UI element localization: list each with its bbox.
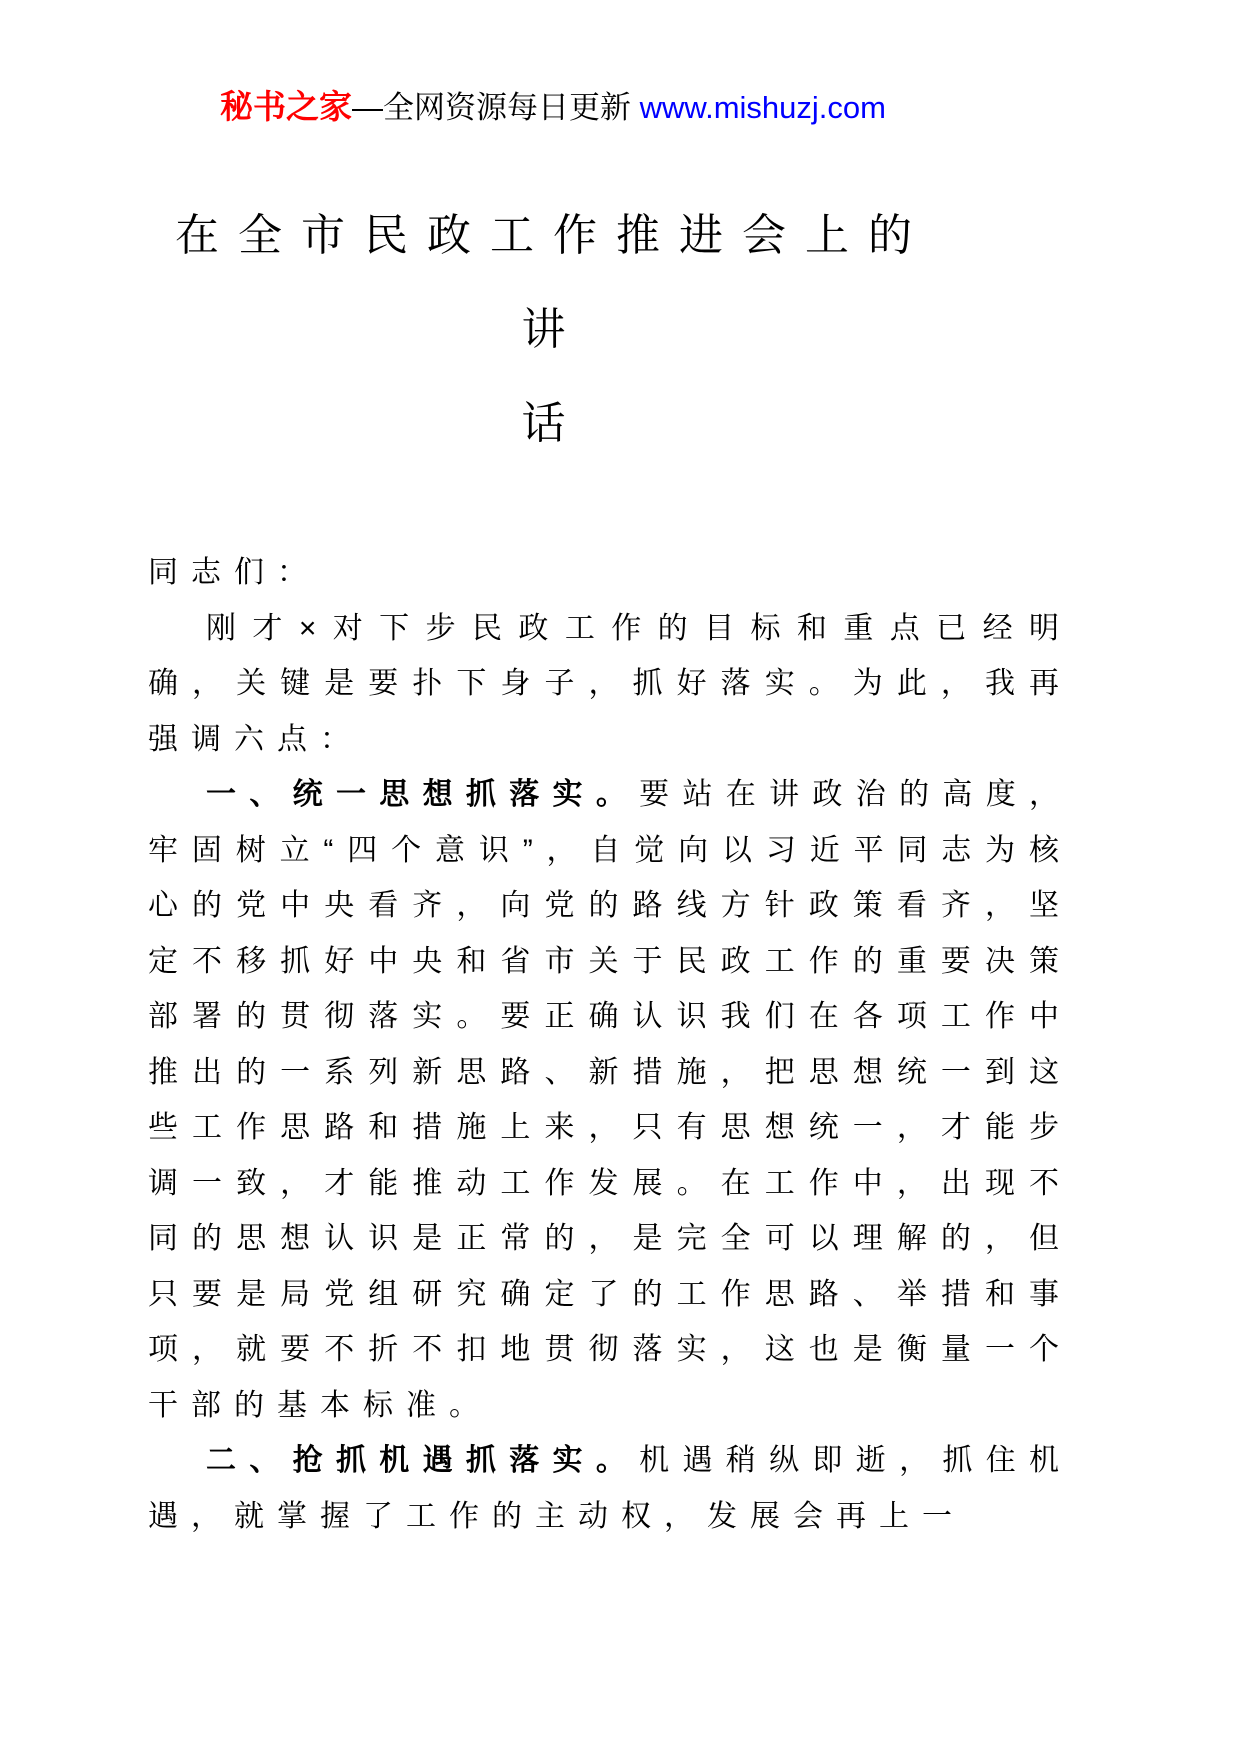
site-url-link[interactable]: www.mishuzj.com bbox=[639, 90, 886, 125]
paragraph-text: 要站在讲政治的高度，牢固树立“四个意识”，自觉向以习近平同志为核心的党中央看齐，向党的路线方针政策看齐，坚定不移抓好中央和省市关于民政工作的重要决策部署的贯彻落实。要正确认识我们在各项工作中推出的一系列新思路、新措施，把思想统一到这些工作思路和措施上来，只有思想统一，才能步调一致，才能推动工作发展。在工作中，出现不同的思想认识是正常的，是完全可以理解的，但只要是局党组研究确定了的工作思路、举措和事项，就要不折不扣地贯彻落实，这也是衡量一个干部的基本标准。 bbox=[148, 778, 1073, 1422]
document-title-line1: 在全市民政工作推进会上的讲 bbox=[175, 211, 931, 354]
document-body bbox=[148, 545, 1072, 1544]
section-lead: 一、统一思想抓落实。 bbox=[206, 778, 640, 811]
site-tagline: —全网资源每日更新 bbox=[352, 90, 640, 125]
section-lead: 二、抢抓机遇抓落实。 bbox=[206, 1444, 640, 1477]
paragraph bbox=[148, 767, 1072, 1433]
paragraph-text: 机遇稍纵即逝，抓住机遇，就掌握了工作的主动权，发展会再上一 bbox=[148, 1444, 1073, 1533]
document-title-line2: 话 bbox=[521, 399, 585, 448]
document-title bbox=[148, 189, 958, 471]
paragraph bbox=[148, 601, 1072, 768]
site-brand: 秘书之家 bbox=[220, 88, 353, 125]
site-header bbox=[148, 0, 958, 129]
salutation: 同志们： bbox=[148, 556, 320, 589]
paragraph bbox=[148, 1433, 1072, 1544]
paragraph-text: 刚才×对下步民政工作的目标和重点已经明确，关键是要扑下身子，抓好落实。为此，我再强调六点： bbox=[148, 611, 1072, 756]
